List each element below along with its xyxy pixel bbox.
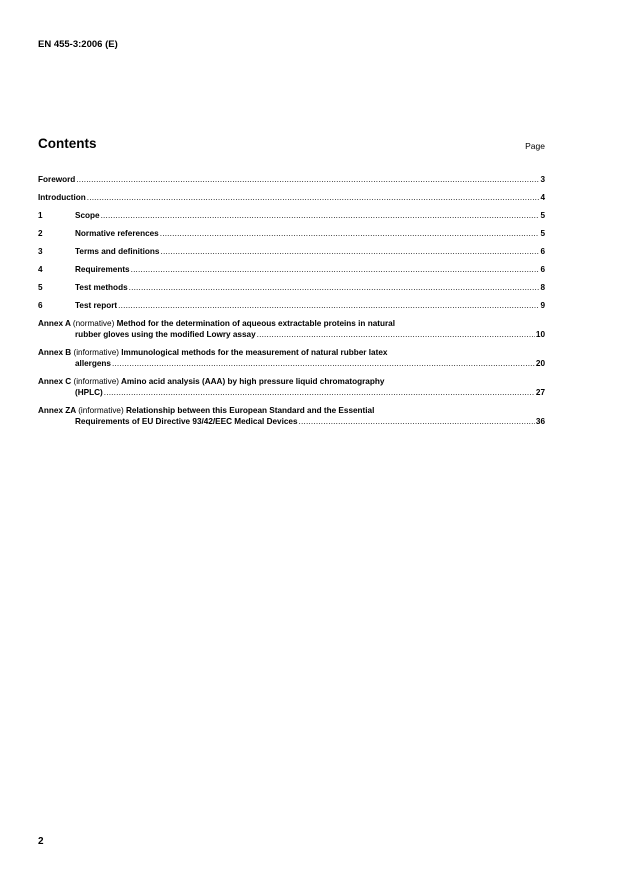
toc-entry-introduction[interactable] — [38, 192, 545, 203]
toc-entry-page: 8 — [540, 283, 545, 292]
toc-entry-title: Requirements — [75, 265, 130, 274]
page-column-label: Page — [525, 141, 545, 151]
toc-entry-annex-c[interactable] — [38, 376, 545, 398]
annex-label: Annex ZA — [38, 406, 76, 415]
toc-entry-test-methods[interactable] — [38, 282, 545, 293]
toc-entry-number: 4 — [38, 265, 43, 274]
annex-title-line2: Requirements of EU Directive 93/42/EEC Medical Devices — [75, 417, 298, 426]
toc-leader-dots — [118, 300, 539, 311]
toc-entry-number: 2 — [38, 229, 43, 238]
toc-leader-dots — [76, 174, 539, 185]
toc-entry-title: Normative references — [75, 229, 159, 238]
annex-type: (normative) — [72, 319, 115, 328]
toc-entry-requirements[interactable] — [38, 264, 545, 275]
toc-leader-dots — [104, 387, 535, 398]
annex-title-line2: (HPLC) — [75, 388, 103, 397]
annex-label: Annex A — [38, 319, 71, 328]
toc-entry-title: Foreword — [38, 175, 76, 184]
toc-entry-page: 5 — [540, 229, 545, 238]
annex-title-line1: Amino acid analysis (AAA) by high pressure liquid chromatography — [120, 377, 385, 386]
toc-entry-title: Scope — [75, 211, 100, 220]
toc-entry-page: 27 — [535, 388, 545, 397]
toc-entry-number: 3 — [38, 247, 43, 256]
toc-leader-dots — [112, 358, 535, 369]
annex-type: (informative) — [73, 348, 119, 357]
toc-entry-page: 6 — [540, 247, 545, 256]
toc-entry-page: 3 — [540, 175, 545, 184]
annex-type: (informative) — [73, 377, 119, 386]
toc-entry-title: Test report — [75, 301, 118, 310]
annex-title-line1: Method for the determination of aqueous extractable proteins in natural — [116, 319, 395, 328]
annex-title-line2: allergens — [75, 359, 111, 368]
toc-entry-page: 5 — [540, 211, 545, 220]
annex-title-line1: Immunological methods for the measurement of natural rubber latex — [121, 348, 388, 357]
toc-entry-page: 36 — [535, 417, 545, 426]
toc-leader-dots — [87, 192, 540, 203]
toc-entry-page: 9 — [540, 301, 545, 310]
toc-leader-dots — [299, 416, 535, 427]
toc-entry-number: 6 — [38, 301, 43, 310]
annex-label: Annex C — [38, 377, 72, 386]
toc-entry-number: 1 — [38, 211, 43, 220]
toc-entry-title: Introduction — [38, 193, 86, 202]
toc-entry-page: 4 — [540, 193, 545, 202]
table-of-contents — [38, 174, 545, 434]
toc-leader-dots — [160, 228, 540, 239]
toc-leader-dots — [131, 264, 540, 275]
annex-label: Annex B — [38, 348, 72, 357]
annex-type: (informative) — [78, 406, 124, 415]
toc-entry-test-report[interactable] — [38, 300, 545, 311]
toc-leader-dots — [101, 210, 540, 221]
toc-entry-number: 5 — [38, 283, 43, 292]
document-id: EN 455-3:2006 (E) — [38, 39, 118, 50]
page-number: 2 — [38, 836, 44, 847]
toc-entry-scope[interactable] — [38, 210, 545, 221]
annex-title-line2: rubber gloves using the modified Lowry assay — [75, 330, 256, 339]
toc-entry-annex-a[interactable] — [38, 318, 545, 340]
contents-heading: Contents — [38, 136, 97, 151]
toc-leader-dots — [257, 329, 535, 340]
toc-entry-title: Test methods — [75, 283, 128, 292]
toc-leader-dots — [129, 282, 540, 293]
toc-entry-annex-b[interactable] — [38, 347, 545, 369]
toc-entry-terms-definitions[interactable] — [38, 246, 545, 257]
annex-title-line1: Relationship between this European Standard and the Essential — [125, 406, 375, 415]
toc-entry-foreword[interactable] — [38, 174, 545, 185]
toc-entry-page: 10 — [535, 330, 545, 339]
toc-entry-page: 20 — [535, 359, 545, 368]
toc-entry-page: 6 — [540, 265, 545, 274]
toc-entry-title: Terms and definitions — [75, 247, 160, 256]
toc-leader-dots — [160, 246, 539, 257]
toc-entry-normative-references[interactable] — [38, 228, 545, 239]
toc-entry-annex-za[interactable] — [38, 405, 545, 427]
